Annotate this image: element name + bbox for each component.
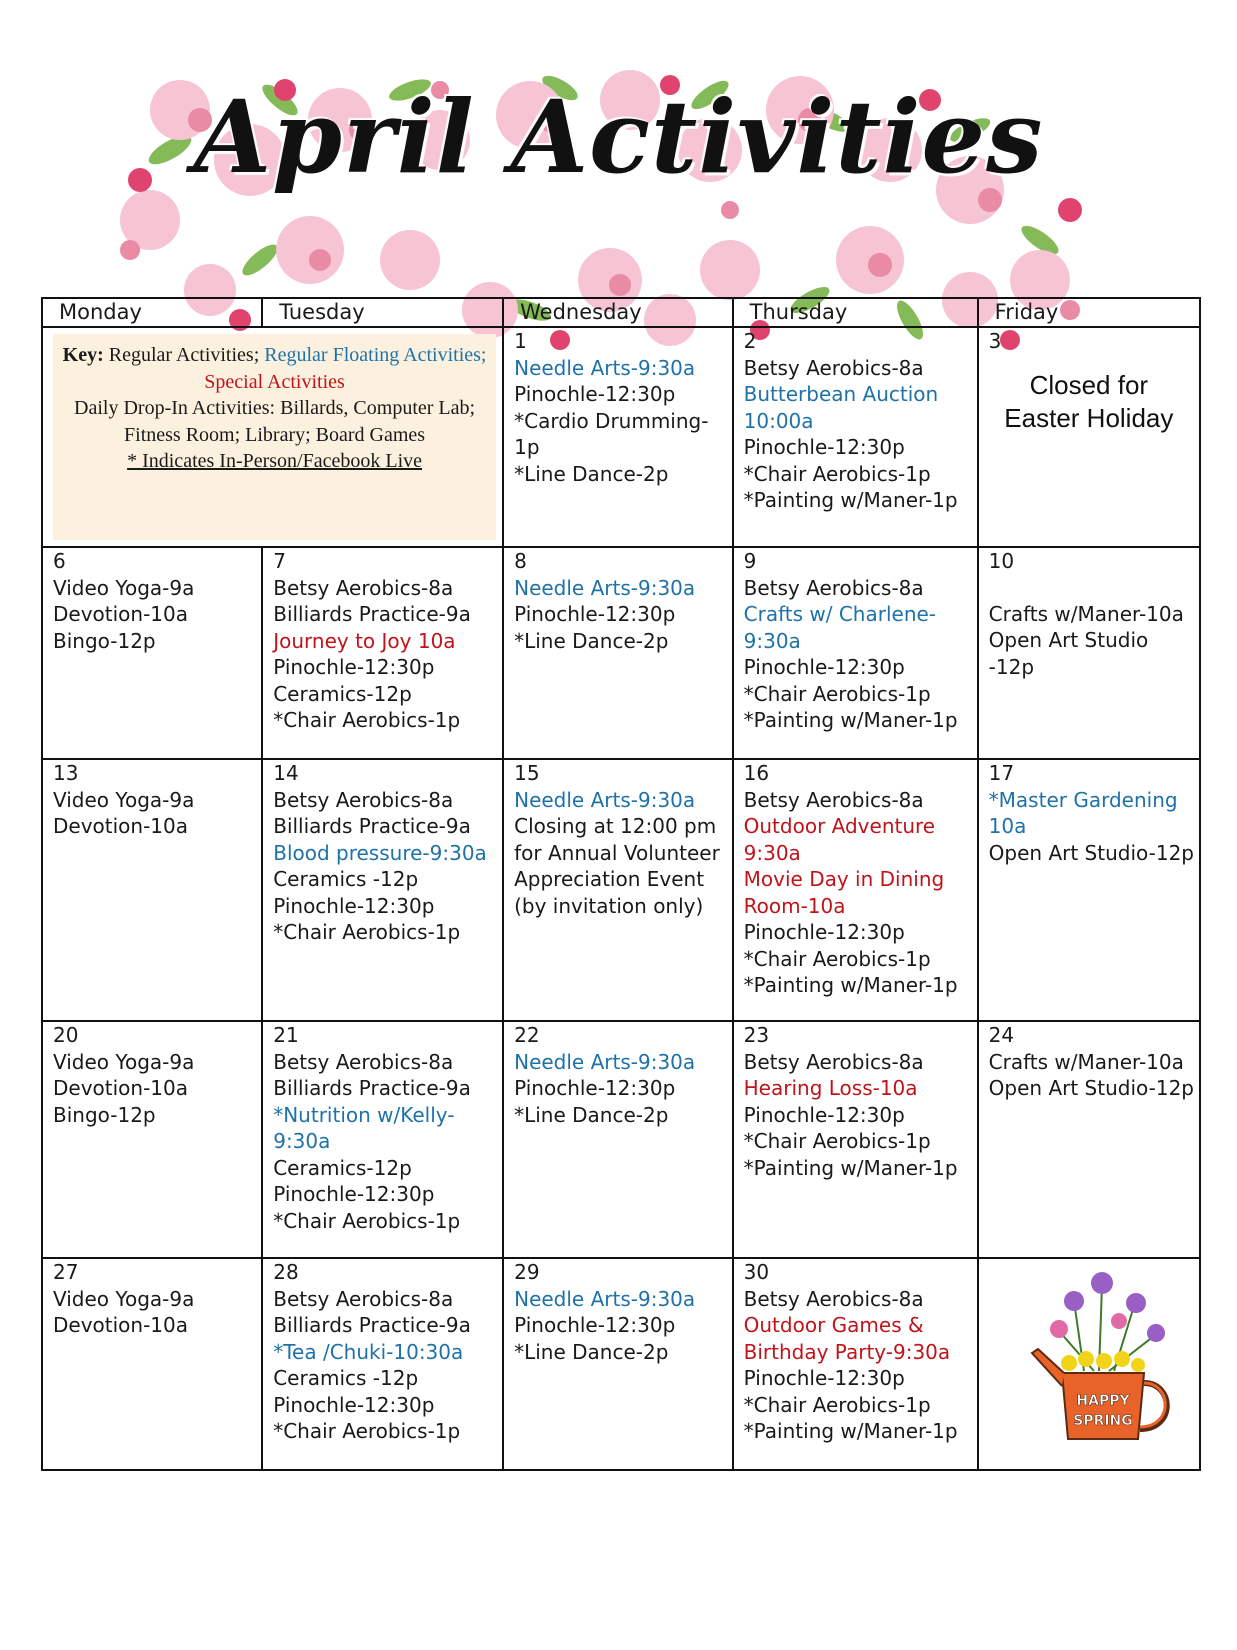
activity: Video Yoga-9a	[53, 575, 195, 600]
activity: Hearing Loss-10a	[743, 1076, 918, 1100]
day-number: 1	[514, 329, 527, 353]
activity: Betsy Aerobics-8a	[273, 1286, 454, 1311]
activity: Crafts w/ Charlene-9:30a	[743, 602, 937, 653]
header-friday: Friday	[978, 298, 1200, 327]
weekday-header-row	[42, 298, 1200, 327]
activity: Devotion-10a	[53, 602, 189, 626]
day-number: 21	[273, 1023, 299, 1047]
week-row	[42, 1258, 1200, 1470]
week-row	[42, 327, 1200, 547]
activity: Betsy Aerobics-8a	[273, 1049, 454, 1074]
activity: *Painting w/Maner-1p	[743, 1155, 958, 1180]
day-cell-2	[733, 327, 978, 547]
activity: *Chair Aerobics-1p	[273, 1208, 461, 1233]
activity: Betsy Aerobics-8a	[743, 787, 924, 812]
day-number: 7	[273, 549, 286, 573]
spring-illustration-cell	[978, 1258, 1200, 1470]
day-cell-6	[42, 547, 262, 759]
activity: Billiards Practice-9a	[273, 1313, 471, 1337]
activity: Closing at 12:00 pm for Annual Volunteer Appreciation Event (by invitation only)	[514, 814, 720, 918]
activity: *Chair Aerobics-1p	[273, 1419, 461, 1443]
activity: Video Yoga-9a	[53, 787, 195, 812]
key-floating: Regular Floating Activities;	[264, 344, 487, 366]
key-label: Key:	[62, 344, 104, 366]
activity: *Cardio Drumming-1p	[514, 408, 709, 459]
activity: Betsy Aerobics-8a	[743, 1049, 924, 1074]
activity: Pinochle-12:30p	[743, 1102, 905, 1127]
day-number: 17	[988, 761, 1015, 785]
day-cell-23	[733, 1021, 978, 1258]
header-monday: Monday	[42, 298, 262, 327]
closed-notice: Closed for Easter Holiday	[1004, 369, 1174, 433]
activity: Betsy Aerobics-8a	[273, 575, 454, 600]
activity: Bingo-12p	[53, 1102, 156, 1127]
activity: Journey to Joy 10a	[273, 628, 456, 653]
activity: Pinochle-12:30p	[273, 1392, 435, 1417]
day-number: 13	[53, 761, 79, 785]
activity: Blood pressure-9:30a	[273, 840, 487, 865]
day-cell-22	[503, 1021, 733, 1258]
day-number: 9	[743, 549, 757, 573]
day-number: 28	[273, 1260, 299, 1284]
activity: *Chair Aerobics-1p	[273, 920, 461, 944]
activity: Crafts w/Maner-10a Open Art Studio -12p	[988, 601, 1184, 679]
activity: Pinochle-12:30p	[514, 1076, 676, 1100]
activity: *Chair Aerobics-1p	[743, 1129, 931, 1153]
day-number: 2	[743, 329, 757, 353]
day-cell-3	[978, 327, 1200, 547]
day-cell-17	[978, 759, 1200, 1021]
key-regular: Regular Activities;	[108, 344, 260, 366]
day-number: 3	[988, 329, 1002, 353]
activity: Billiards Practice-9a	[273, 814, 471, 838]
activity: Devotion-10a	[53, 814, 189, 838]
activity: Betsy Aerobics-8a	[743, 1286, 924, 1311]
day-cell-21	[262, 1021, 503, 1258]
activity: Needle Arts-9:30a	[514, 787, 696, 812]
activity: Pinochle-12:30p	[273, 1182, 435, 1206]
week-row	[42, 547, 1200, 759]
legend-key	[53, 334, 496, 540]
day-number: 22	[514, 1023, 540, 1047]
day-number: 14	[273, 761, 299, 785]
activity: Needle Arts-9:30a	[514, 1049, 696, 1074]
day-cell-27	[42, 1258, 262, 1470]
activity: *Chair Aerobics-1p	[743, 1392, 931, 1417]
activity: Pinochle-12:30p	[273, 655, 435, 679]
activity: *Chair Aerobics-1p	[743, 946, 931, 971]
activity: Pinochle-12:30p	[743, 435, 905, 459]
activity: Needle Arts-9:30a	[514, 1286, 696, 1311]
activity: *Chair Aerobics-1p	[743, 681, 931, 706]
header-wednesday: Wednesday	[503, 298, 733, 327]
week-row	[42, 759, 1200, 1021]
week-row	[42, 1021, 1200, 1258]
activity: Pinochle-12:30p	[743, 920, 905, 944]
day-cell-1	[503, 327, 733, 547]
activity: Ceramics -12p	[273, 1366, 419, 1390]
activity: Pinochle-12:30p	[273, 893, 435, 918]
activity: Billiards Practice-9a	[273, 1076, 471, 1100]
key-dropin-line1: Daily Drop-In Activities: Billards, Computer Lab;	[74, 397, 476, 419]
day-cell-14	[262, 759, 503, 1021]
activity: Pinochle-12:30p	[514, 382, 676, 406]
day-number: 20	[53, 1023, 79, 1047]
activity: *Painting w/Maner-1p	[743, 708, 958, 732]
activity: Needle Arts-9:30a	[514, 575, 696, 600]
day-number: 23	[743, 1023, 770, 1047]
activity: *Chair Aerobics-1p	[273, 708, 461, 732]
svg-text:SPRING: SPRING	[1072, 1413, 1133, 1429]
activity: Ceramics-12p	[273, 1155, 412, 1180]
svg-text:HAPPY: HAPPY	[1076, 1393, 1130, 1409]
activity: Bingo-12p	[53, 628, 156, 653]
activity: Video Yoga-9a	[53, 1049, 195, 1074]
key-dropin-line2: Fitness Room; Library; Board Games	[124, 423, 426, 446]
day-number: 29	[514, 1260, 540, 1284]
activity: Ceramics-12p	[273, 681, 412, 706]
activity: Butterbean Auction 10:00a	[743, 382, 939, 433]
activity: Devotion-10a	[53, 1313, 189, 1337]
day-cell-7	[262, 547, 503, 759]
header-tuesday: Tuesday	[262, 298, 503, 327]
day-number: 10	[988, 549, 1015, 573]
activity: Pinochle-12:30p	[743, 1366, 905, 1390]
activity: *Line Dance-2p	[514, 628, 669, 653]
day-number: 24	[988, 1023, 1015, 1047]
activity: Pinochle-12:30p	[743, 655, 905, 679]
activity: Betsy Aerobics-8a	[743, 575, 924, 600]
day-cell-15	[503, 759, 733, 1021]
activity: *Tea /Chuki-10:30a	[273, 1339, 464, 1364]
activity: Ceramics -12p	[273, 867, 419, 891]
activity: Outdoor Adventure 9:30a	[743, 814, 936, 865]
activity: *Painting w/Maner-1p	[743, 488, 958, 512]
day-cell-16	[733, 759, 978, 1021]
activity: Pinochle-12:30p	[514, 602, 676, 626]
key-note: * Indicates In-Person/Facebook Live	[127, 450, 423, 472]
day-number: 6	[53, 549, 66, 573]
day-cell-20	[42, 1021, 262, 1258]
activity	[989, 575, 1199, 601]
page-title: April Activities	[193, 78, 1044, 196]
day-cell-30	[733, 1258, 978, 1470]
day-number: 27	[53, 1260, 79, 1284]
activity: *Painting w/Maner-1p	[743, 973, 958, 997]
activity: Video Yoga-9a	[53, 1286, 195, 1311]
activity: Outdoor Games & Birthday Party-9:30a	[743, 1313, 951, 1364]
day-cell-29	[503, 1258, 733, 1470]
day-cell-8	[503, 547, 733, 759]
activity: *Line Dance-2p	[514, 1339, 669, 1364]
activity: *Nutrition w/Kelly-9:30a	[273, 1102, 455, 1153]
key-cell	[42, 327, 503, 547]
watering-can-flowers-icon	[1024, 1261, 1184, 1461]
day-cell-10	[978, 547, 1200, 759]
activity: *Chair Aerobics-1p	[743, 461, 931, 486]
day-number: 15	[514, 761, 540, 785]
activity: *Line Dance-2p	[514, 1102, 669, 1127]
day-cell-9	[733, 547, 978, 759]
header-thursday: Thursday	[733, 298, 978, 327]
activity: *Painting w/Maner-1p	[743, 1419, 958, 1443]
calendar-table	[41, 297, 1201, 1471]
activity: Crafts w/Maner-10a	[988, 1049, 1184, 1074]
activity: Pinochle-12:30p	[514, 1313, 676, 1337]
activity: Betsy Aerobics-8a	[273, 787, 454, 812]
activity: Open Art Studio-12p	[988, 1076, 1194, 1100]
day-number: 8	[514, 549, 527, 573]
key-special: Special Activities	[204, 370, 345, 393]
activity: *Line Dance-2p	[514, 461, 669, 486]
activity: Open Art Studio-12p	[988, 840, 1194, 865]
activity: Billiards Practice-9a	[273, 602, 471, 626]
day-cell-28	[262, 1258, 503, 1470]
day-cell-13	[42, 759, 262, 1021]
activity: Movie Day in Dining Room-10a	[743, 867, 945, 918]
activity: Betsy Aerobics-8a	[743, 355, 924, 380]
day-cell-24	[978, 1021, 1200, 1258]
activity: *Master Gardening 10a	[988, 787, 1178, 838]
activity: Devotion-10a	[53, 1076, 189, 1100]
day-number: 30	[743, 1260, 770, 1284]
day-number: 16	[743, 761, 770, 785]
activity: Needle Arts-9:30a	[514, 355, 696, 380]
